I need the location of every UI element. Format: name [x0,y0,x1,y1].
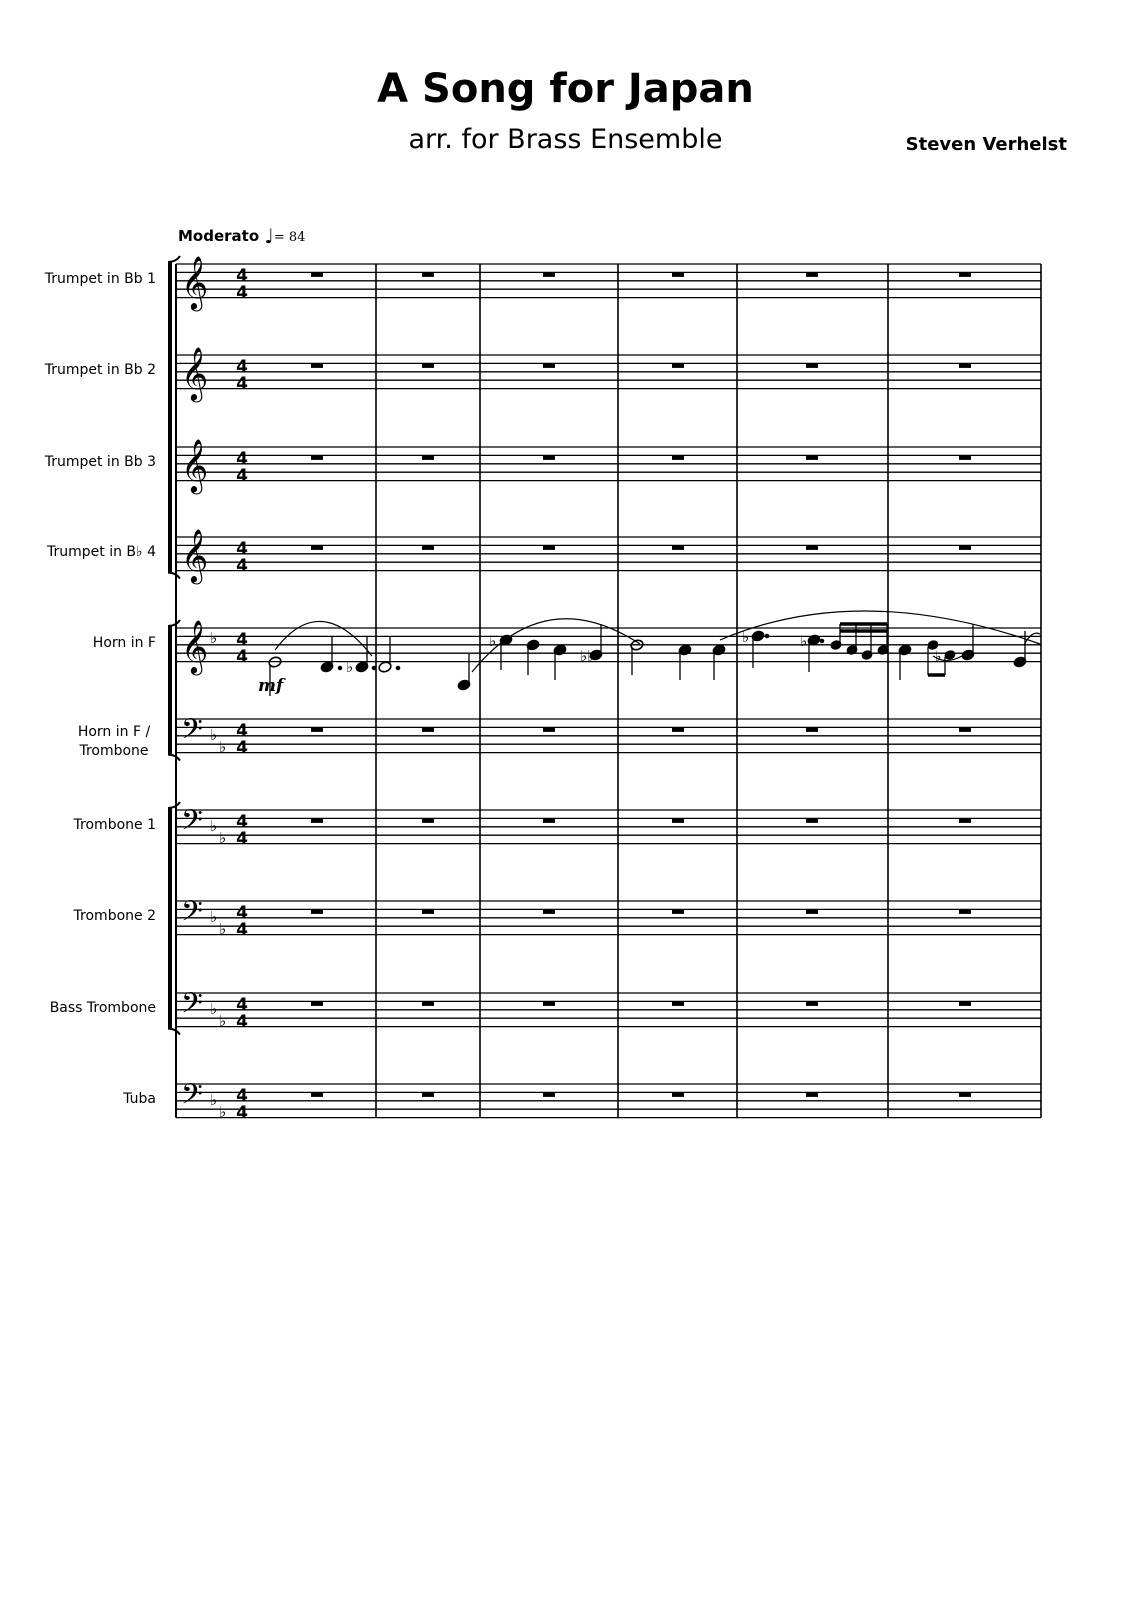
whole-rest [422,363,434,368]
whole-rest [672,272,684,277]
whole-rest [806,272,818,277]
section-bracket [168,626,172,755]
whole-rest [959,1001,971,1006]
time-signature-denominator: 4 [236,283,248,303]
whole-rest [311,727,323,732]
tempo-bpm: = 84 [273,230,306,245]
whole-rest [422,909,434,914]
whole-rest [806,363,818,368]
whole-rest [311,1092,323,1097]
time-signature-denominator: 4 [236,1103,248,1123]
instrument-label-trumpet-4: Trumpet in B♭ 4 [47,544,156,560]
whole-rest [959,272,971,277]
score-title: A Song for Japan [377,66,754,112]
flat-icon: ♭ [210,629,218,647]
bass-clef-icon: 𝄢 [181,895,203,935]
whole-rest [422,727,434,732]
time-signature-numerator: 4 [236,266,248,286]
barlines [176,264,1041,1118]
whole-rest [806,1092,818,1097]
whole-rest [806,545,818,550]
whole-rest [672,363,684,368]
time-signature-numerator: 4 [236,630,248,650]
whole-rest [806,818,818,823]
whole-rest [672,1092,684,1097]
whole-rest [959,455,971,460]
time-signature-numerator: 4 [236,903,248,923]
whole-rest [806,1001,818,1006]
instrument-label-horn: Horn in F [92,635,156,651]
instrument-label-trumpet-2: Trumpet in Bb 2 [44,362,156,378]
staves [176,264,1041,1118]
whole-rest [806,455,818,460]
instrument-label-trumpet-3: Trumpet in Bb 3 [44,454,156,470]
svg-text:♭♭: ♭♭ [580,647,595,665]
whole-rest [543,272,555,277]
whole-rest [672,545,684,550]
whole-rest [806,727,818,732]
time-signature-numerator: 4 [236,721,248,741]
whole-rest [422,455,434,460]
instrument-label-trombone-2: Trombone 2 [73,908,156,924]
flat-icon: ♭ [219,829,227,847]
svg-text:♭: ♭ [346,658,354,676]
tempo-text: Moderato [178,227,260,245]
instrument-label-tuba: Tuba [123,1091,156,1107]
whole-rest [311,1001,323,1006]
svg-text:♭: ♭ [935,649,942,665]
treble-clef-icon: 𝄞 [181,438,209,492]
whole-rest [422,1092,434,1097]
time-signature-denominator: 4 [236,466,248,486]
instrument-label-horn-trombone: Horn in F / Trombone [77,724,151,759]
whole-rest [959,818,971,823]
treble-clef-icon: 𝄞 [181,619,209,673]
whole-rest [672,1001,684,1006]
whole-rest [672,818,684,823]
flat-icon: ♭ [210,726,218,744]
bass-clef-icon: 𝄢 [181,987,203,1027]
time-signature-denominator: 4 [236,738,248,758]
whole-rest [672,727,684,732]
whole-rest [806,909,818,914]
time-signature-numerator: 4 [236,449,248,469]
time-signature-numerator: 4 [236,995,248,1015]
treble-clef-icon: 𝄞 [181,255,209,309]
whole-rest [543,818,555,823]
whole-rest [543,545,555,550]
whole-rest [311,545,323,550]
time-signature-denominator: 4 [236,829,248,849]
whole-rest [543,455,555,460]
bass-clef-icon: 𝄢 [181,1078,203,1118]
time-signature-numerator: 4 [236,1086,248,1106]
whole-rest [543,909,555,914]
whole-rest [311,909,323,914]
instrument-label-trumpet-1: Trumpet in Bb 1 [44,271,156,287]
whole-rest [672,909,684,914]
whole-rest [959,727,971,732]
bass-clef-icon: 𝄢 [181,804,203,844]
whole-rest [422,1001,434,1006]
whole-rest [422,818,434,823]
section-bracket [168,808,172,1029]
time-signature-denominator: 4 [236,556,248,576]
time-signature-numerator: 4 [236,357,248,377]
flat-icon: ♭ [210,908,218,926]
whole-rest [543,363,555,368]
flat-icon: ♭ [219,920,227,938]
treble-clef-icon: 𝄞 [181,528,209,582]
time-signature-denominator: 4 [236,920,248,940]
quarter-note-icon: ♩ [264,224,274,248]
whole-rest [311,455,323,460]
whole-rest [672,455,684,460]
flat-icon: ♭ [219,738,227,756]
section-bracket [168,262,172,573]
bass-clef-icon: 𝄢 [181,713,203,753]
whole-rest [959,545,971,550]
whole-rest [311,272,323,277]
composer-name: Steven Verhelst [905,134,1067,155]
instrument-label-bass-trombone: Bass Trombone [49,1000,156,1016]
flat-icon: ♭ [210,817,218,835]
whole-rest [543,1001,555,1006]
whole-rest [959,909,971,914]
treble-clef-icon: 𝄞 [181,346,209,400]
whole-rest [422,272,434,277]
whole-rest [959,363,971,368]
flat-icon: ♭ [210,1000,218,1018]
whole-rest [311,818,323,823]
time-signature-numerator: 4 [236,539,248,559]
time-signature-numerator: 4 [236,812,248,832]
whole-rests [311,272,971,1097]
instrument-label-trombone-1: Trombone 1 [73,817,156,833]
whole-rest [422,545,434,550]
score-subtitle: arr. for Brass Ensemble [408,124,723,155]
whole-rest [543,1092,555,1097]
flat-icon: ♭ [210,1091,218,1109]
time-signature-denominator: 4 [236,374,248,394]
flat-icon: ♭ [219,1103,227,1121]
whole-rest [959,1092,971,1097]
whole-rest [311,363,323,368]
whole-rest [543,727,555,732]
time-signature-denominator: 4 [236,647,248,667]
svg-text:♭: ♭ [800,632,808,650]
flat-icon: ♭ [219,1012,227,1030]
dynamic-mf: mf [258,676,284,696]
svg-text:♭: ♭ [489,632,497,650]
time-signature-denominator: 4 [236,1012,248,1032]
svg-text:♭: ♭ [742,628,750,646]
